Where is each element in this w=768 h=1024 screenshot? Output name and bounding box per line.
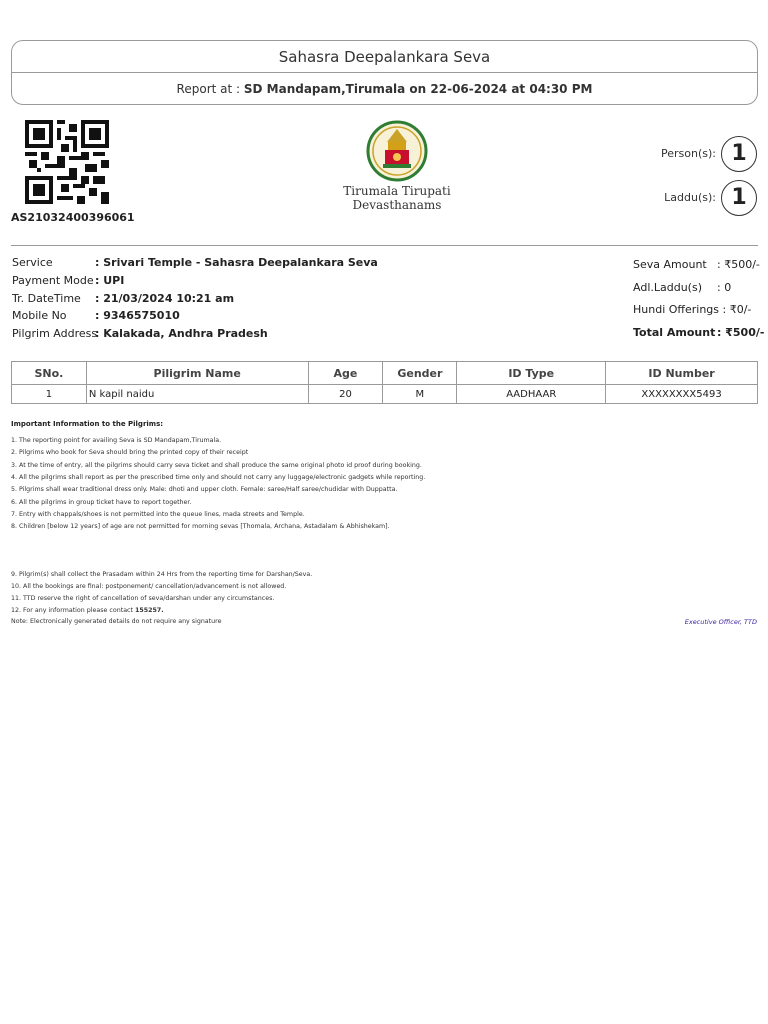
- page-title: Sahasra Deepalankara Seva: [12, 41, 757, 73]
- payment-value: : UPI: [95, 274, 125, 287]
- hundi-value: : ₹0/-: [722, 303, 752, 316]
- total-amount-value: : ₹500/-: [717, 326, 765, 339]
- table-cell: 20: [308, 385, 383, 404]
- report-prefix: Report at :: [176, 82, 244, 96]
- note-item: 9. Pilgrim(s) shall collect the Prasadam within 24 Hrs from the reporting time for Darshan/Seva.: [11, 571, 313, 578]
- column-header: ID Number: [606, 362, 758, 385]
- hundi-row: [633, 302, 751, 318]
- booking-id: AS21032400396061: [11, 211, 135, 224]
- column-header: Gender: [383, 362, 457, 385]
- laddus-label: Laddu(s):: [664, 191, 716, 204]
- address-value: : Kalakada, Andhra Pradesh: [95, 327, 268, 340]
- note-item: 7. Entry with chappals/shoes is not permitted into the queue lines, mada streets and Temple.: [11, 511, 305, 518]
- note-item: 6. All the pilgrims in group ticket have to report together.: [11, 499, 192, 506]
- note-item: 11. TTD reserve the right of cancellation of seva/darshan under any circumstances.: [11, 595, 275, 602]
- laddu-label: Adl.Laddu(s): [633, 281, 702, 294]
- report-line: [12, 73, 757, 105]
- address-row: [12, 326, 268, 342]
- qr-code-icon: [25, 120, 109, 204]
- datetime-row: [12, 291, 234, 307]
- datetime-label: Tr. DateTime: [12, 292, 81, 305]
- laddu-value: : 0: [717, 281, 732, 294]
- column-header: Age: [308, 362, 383, 385]
- note-item: 8. Children [below 12 years] of age are not permitted for morning sevas [Thomala, Archana, Astadalam & Abhishekam].: [11, 523, 390, 530]
- table-header-row: [12, 362, 758, 385]
- note-item: 2. Pilgrims who book for Seva should bring the printed copy of their receipt: [11, 449, 249, 456]
- hundi-label: Hundi Offerings: [633, 303, 720, 316]
- note-item: 4. All the pilgrims shall report as per the prescribed time only and should not carry any luggage/electronic gadgets while reporting.: [11, 474, 426, 481]
- header-box: [11, 40, 758, 105]
- total-amount-label: Total Amount: [633, 326, 716, 339]
- organization-name: Tirumala Tirupati Devasthanams: [343, 184, 451, 212]
- note-item: 5. Pilgrims shall wear traditional dress only. Male: dhoti and upper cloth. Female: saree/Half saree/chudidar with Duppatta.: [11, 486, 398, 493]
- mobile-value: : 9346575010: [95, 309, 180, 322]
- contact-note: [11, 607, 164, 614]
- pilgrim-table: [11, 361, 758, 404]
- table-cell: AADHAAR: [457, 385, 606, 404]
- persons-label: Person(s):: [661, 147, 716, 160]
- divider: [11, 245, 758, 246]
- table-cell: XXXXXXXX5493: [606, 385, 758, 404]
- contact-number: 155257.: [134, 607, 164, 614]
- total-amount-row: [633, 325, 764, 341]
- note-item: 1. The reporting point for availing Seva is SD Mandapam,Tirumala.: [11, 437, 222, 444]
- address-label: Pilgrim Address: [12, 327, 98, 340]
- laddu-row: [633, 280, 731, 296]
- datetime-value: : 21/03/2024 10:21 am: [95, 292, 235, 305]
- signature-note: Note: Electronically generated details do not require any signature: [11, 618, 222, 625]
- seva-amount-label: Seva Amount: [633, 258, 707, 271]
- info-title: Important Information to the Pilgrims:: [11, 420, 164, 428]
- signature: Executive Officer, TTD: [684, 618, 757, 626]
- table-cell: 1: [12, 385, 87, 404]
- persons-count: 1: [721, 136, 757, 172]
- payment-row: [12, 273, 124, 289]
- note-item: 3. At the time of entry, all the pilgrims should carry seva ticket and shall produce the same original photo id proof during booking.: [11, 462, 422, 469]
- payment-label: Payment Mode: [12, 274, 94, 287]
- column-header: Piligrim Name: [86, 362, 308, 385]
- laddus-count: 1: [721, 180, 757, 216]
- service-label: Service: [12, 256, 53, 269]
- table-cell: N kapil naidu: [86, 385, 308, 404]
- table-row: [12, 385, 758, 404]
- table-cell: M: [383, 385, 457, 404]
- mobile-row: [12, 308, 180, 324]
- ttd-logo-icon: [366, 120, 428, 182]
- note-item: 10. All the bookings are final: postponement/ cancellation/advancement is not allowed.: [11, 583, 287, 590]
- report-value: SD Mandapam,Tirumala on 22-06-2024 at 04:30 PM: [243, 82, 593, 96]
- mobile-label: Mobile No: [12, 309, 67, 322]
- column-header: SNo.: [12, 362, 87, 385]
- contact-text: 12. For any information please contact: [11, 607, 135, 614]
- service-row: [12, 255, 378, 271]
- column-header: ID Type: [457, 362, 606, 385]
- service-value: : Srivari Temple - Sahasra Deepalankara Seva: [95, 256, 378, 269]
- seva-amount-value: : ₹500/-: [717, 258, 760, 271]
- seva-amount-row: [633, 257, 760, 273]
